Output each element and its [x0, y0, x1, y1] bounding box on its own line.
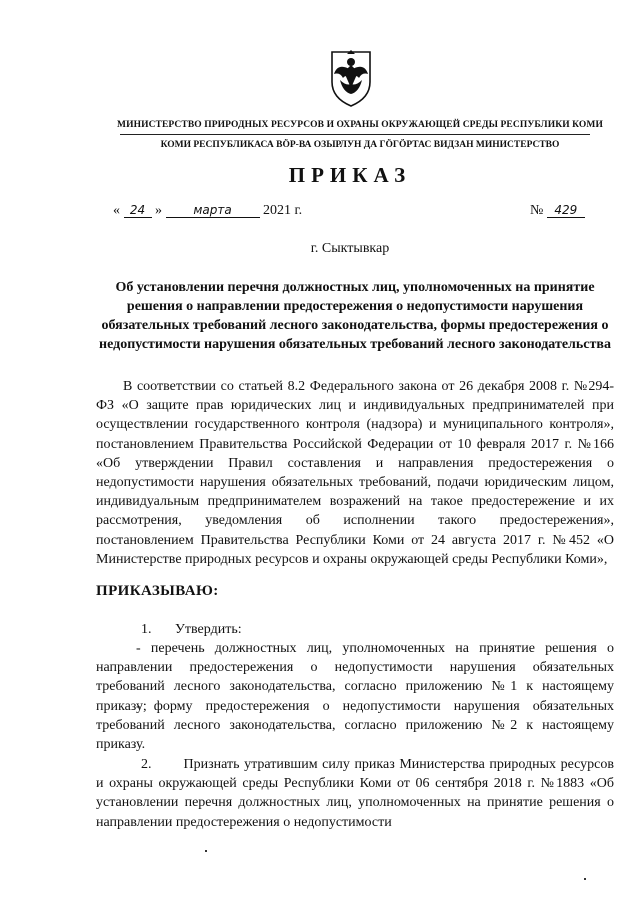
date-month: марта: [166, 203, 260, 218]
item-1-number: 1.: [141, 622, 152, 637]
item-1-text: Утвердить:: [175, 622, 242, 637]
item-1-subitem-list: - перечень должностных лиц, уполномоченных на принятие решения о направлении предостережения о недопустимости нарушения обязательных требований лесного законодательства, согласно приложению №1 к настоящему приказу;: [96, 641, 614, 714]
order-subject: Об установлении перечня должностных лиц, уполномоченных на принятие решения о направлении предостережения о недопустимости нарушения обязательных требований лесного законодательства, формы предостережения о недопустимости нарушения обязательных требований лесного законодательства: [99, 280, 611, 352]
date-close-quote: »: [155, 203, 162, 218]
item-2-number: 2.: [141, 757, 152, 772]
scan-speck: [205, 850, 207, 852]
item-1: [96, 620, 614, 639]
order-date: [113, 203, 302, 219]
item-2-text: Признать утратившим силу приказ Министерства природных ресурсов и охраны окружающей среды Республики Коми от 06 сентября 2018 г. №1883 «Об установлении перечня должностных лиц, уполномоченных на принятие решения о направлении предостережения о недопустимости: [96, 757, 614, 830]
number-value: 429: [547, 203, 585, 218]
order-heading: ПРИКАЗЫВАЮ:: [96, 583, 219, 599]
document-type-title: ПРИКАЗ: [288, 163, 412, 187]
order-number: [530, 203, 585, 219]
preamble-paragraph: В соответствии со статьей 8.2 Федерального закона от 26 декабря 2008 г. №294-ФЗ «О защите прав юридических лиц и индивидуальных предпринимателей при осуществлении государственного контроля (надзора) и муниципального контроля», постановлением Правительства Российской Федерации от 10 февраля 2017 г. №166 «Об утверждении Правил составления и направления предостережения о недопустимости нарушения обязательных требований, подачи юридическим лицом, индивидуальным предпринимателем возражений на такое предостережение и их рассмотрения, уведомления об исполнении такого предостережения», постановлением Правительства Республики Коми от 24 августа 2017 г. №452 «О Министерстве природных ресурсов и охраны окружающей среды Республики Коми»,: [96, 379, 614, 567]
header-divider: [120, 134, 590, 135]
item-2-paragraph: [96, 755, 614, 832]
date-open-quote: «: [113, 203, 120, 218]
date-day: 24: [124, 203, 152, 218]
date-year: 2021 г.: [263, 203, 303, 218]
ministry-name-komi: КОМИ РЕСПУБЛИКАСА ВӦР-ВА ОЗЫРЛУН ДА ГӦГӦРТАС ВИДЗАН МИНИСТЕРСТВО: [160, 140, 560, 150]
ministry-name-russian: МИНИСТЕРСТВО ПРИРОДНЫХ РЕСУРСОВ И ОХРАНЫ ОКРУЖАЮЩЕЙ СРЕДЫ РЕСПУБЛИКИ КОМИ: [117, 120, 603, 130]
scan-speck: [584, 878, 586, 880]
city-line: г. Сыктывкар: [310, 241, 390, 256]
item-1-subitem-form: - форму предостережения о недопустимости нарушения обязательных требований лесного законодательства, согласно приложению №2 к настоящему приказу.: [96, 699, 614, 753]
number-label: №: [530, 203, 544, 218]
komi-republic-coat-of-arms-icon: [326, 48, 376, 108]
